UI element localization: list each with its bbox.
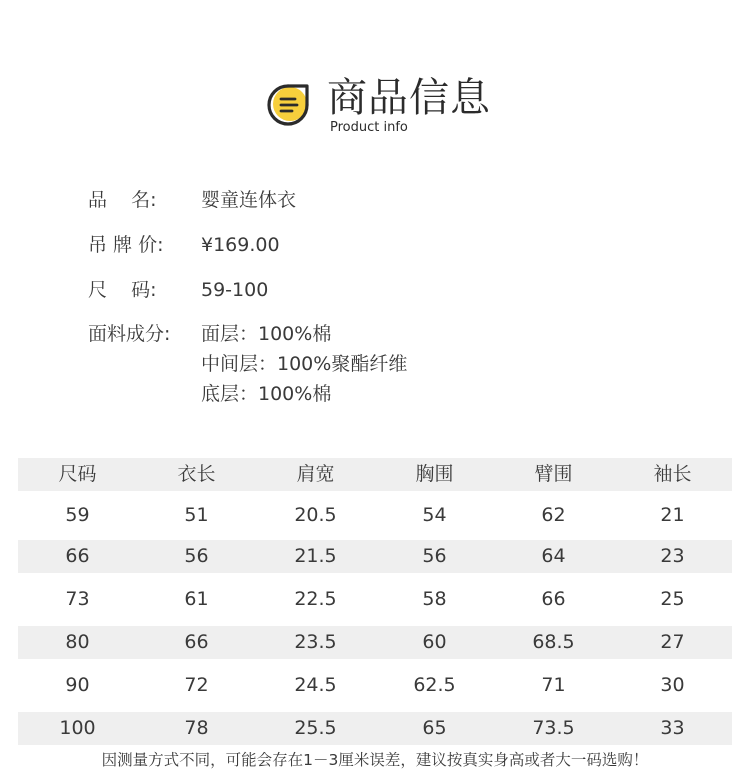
table-cell: 30 [660,674,685,696]
table-cell: 59 [65,504,90,526]
section-header [263,74,503,144]
size-label: 尺 码: [88,279,157,301]
table-cell: 62 [541,504,566,526]
table-row [18,499,732,532]
fabric-line: 中间层：100%聚酯纤维 [201,353,408,375]
table-cell: 90 [65,674,90,696]
size-value: 59-100 [201,279,269,301]
fabric-line: 面层：100%棉 [201,323,332,345]
table-cell: 100 [59,717,96,739]
name-label: 品 名: [88,189,157,211]
table-cell: 72 [184,674,209,696]
table-cell: 21.5 [294,545,337,567]
fabric-label: 面料成分: [88,323,171,345]
table-cell: 71 [541,674,566,696]
table-row [18,583,732,616]
table-cell: 25 [660,588,685,610]
column-header: 袖长 [653,463,692,485]
table-header-row [18,458,732,491]
table-cell: 33 [660,717,685,739]
table-cell: 54 [422,504,447,526]
page-subtitle: Product info [330,120,408,135]
table-row [18,712,732,745]
column-header: 肩宽 [296,463,335,485]
table-cell: 51 [184,504,209,526]
table-cell: 68.5 [532,631,575,653]
name-value: 婴童连体衣 [201,189,297,211]
page-title: 商品信息 [327,75,491,121]
info-row-size [88,277,268,303]
table-cell: 66 [541,588,566,610]
column-header: 衣长 [177,463,216,485]
info-row-name [88,187,296,213]
table-cell: 65 [422,717,447,739]
column-header: 胸围 [415,463,454,485]
list-badge-icon [263,80,313,130]
table-cell: 58 [422,588,447,610]
table-cell: 21 [660,504,685,526]
table-cell: 23.5 [294,631,337,653]
price-label: 吊 牌 价: [88,234,164,256]
table-cell: 64 [541,545,566,567]
price-value: ¥169.00 [201,234,280,256]
measurement-note: 因测量方式不同，可能会存在1－3厘米误差，建议按真实身高或者大一码选购！ [101,751,649,769]
table-cell: 27 [660,631,685,653]
column-header: 臂围 [534,463,573,485]
info-row-fabric [88,321,201,347]
table-row [18,540,732,573]
table-cell: 73 [65,588,90,610]
table-cell: 80 [65,631,90,653]
table-cell: 22.5 [294,588,337,610]
table-cell: 24.5 [294,674,337,696]
fabric-line: 底层：100%棉 [201,383,332,405]
table-cell: 62.5 [413,674,456,696]
table-row [18,669,732,702]
table-cell: 61 [184,588,209,610]
table-cell: 25.5 [294,717,337,739]
column-header: 尺码 [58,463,97,485]
table-row [18,626,732,659]
table-cell: 66 [184,631,209,653]
info-row-price [88,232,280,258]
table-cell: 56 [184,545,209,567]
table-cell: 78 [184,717,209,739]
table-cell: 66 [65,545,90,567]
table-cell: 20.5 [294,504,337,526]
table-cell: 56 [422,545,447,567]
table-cell: 60 [422,631,447,653]
table-cell: 23 [660,545,685,567]
table-cell: 73.5 [532,717,575,739]
